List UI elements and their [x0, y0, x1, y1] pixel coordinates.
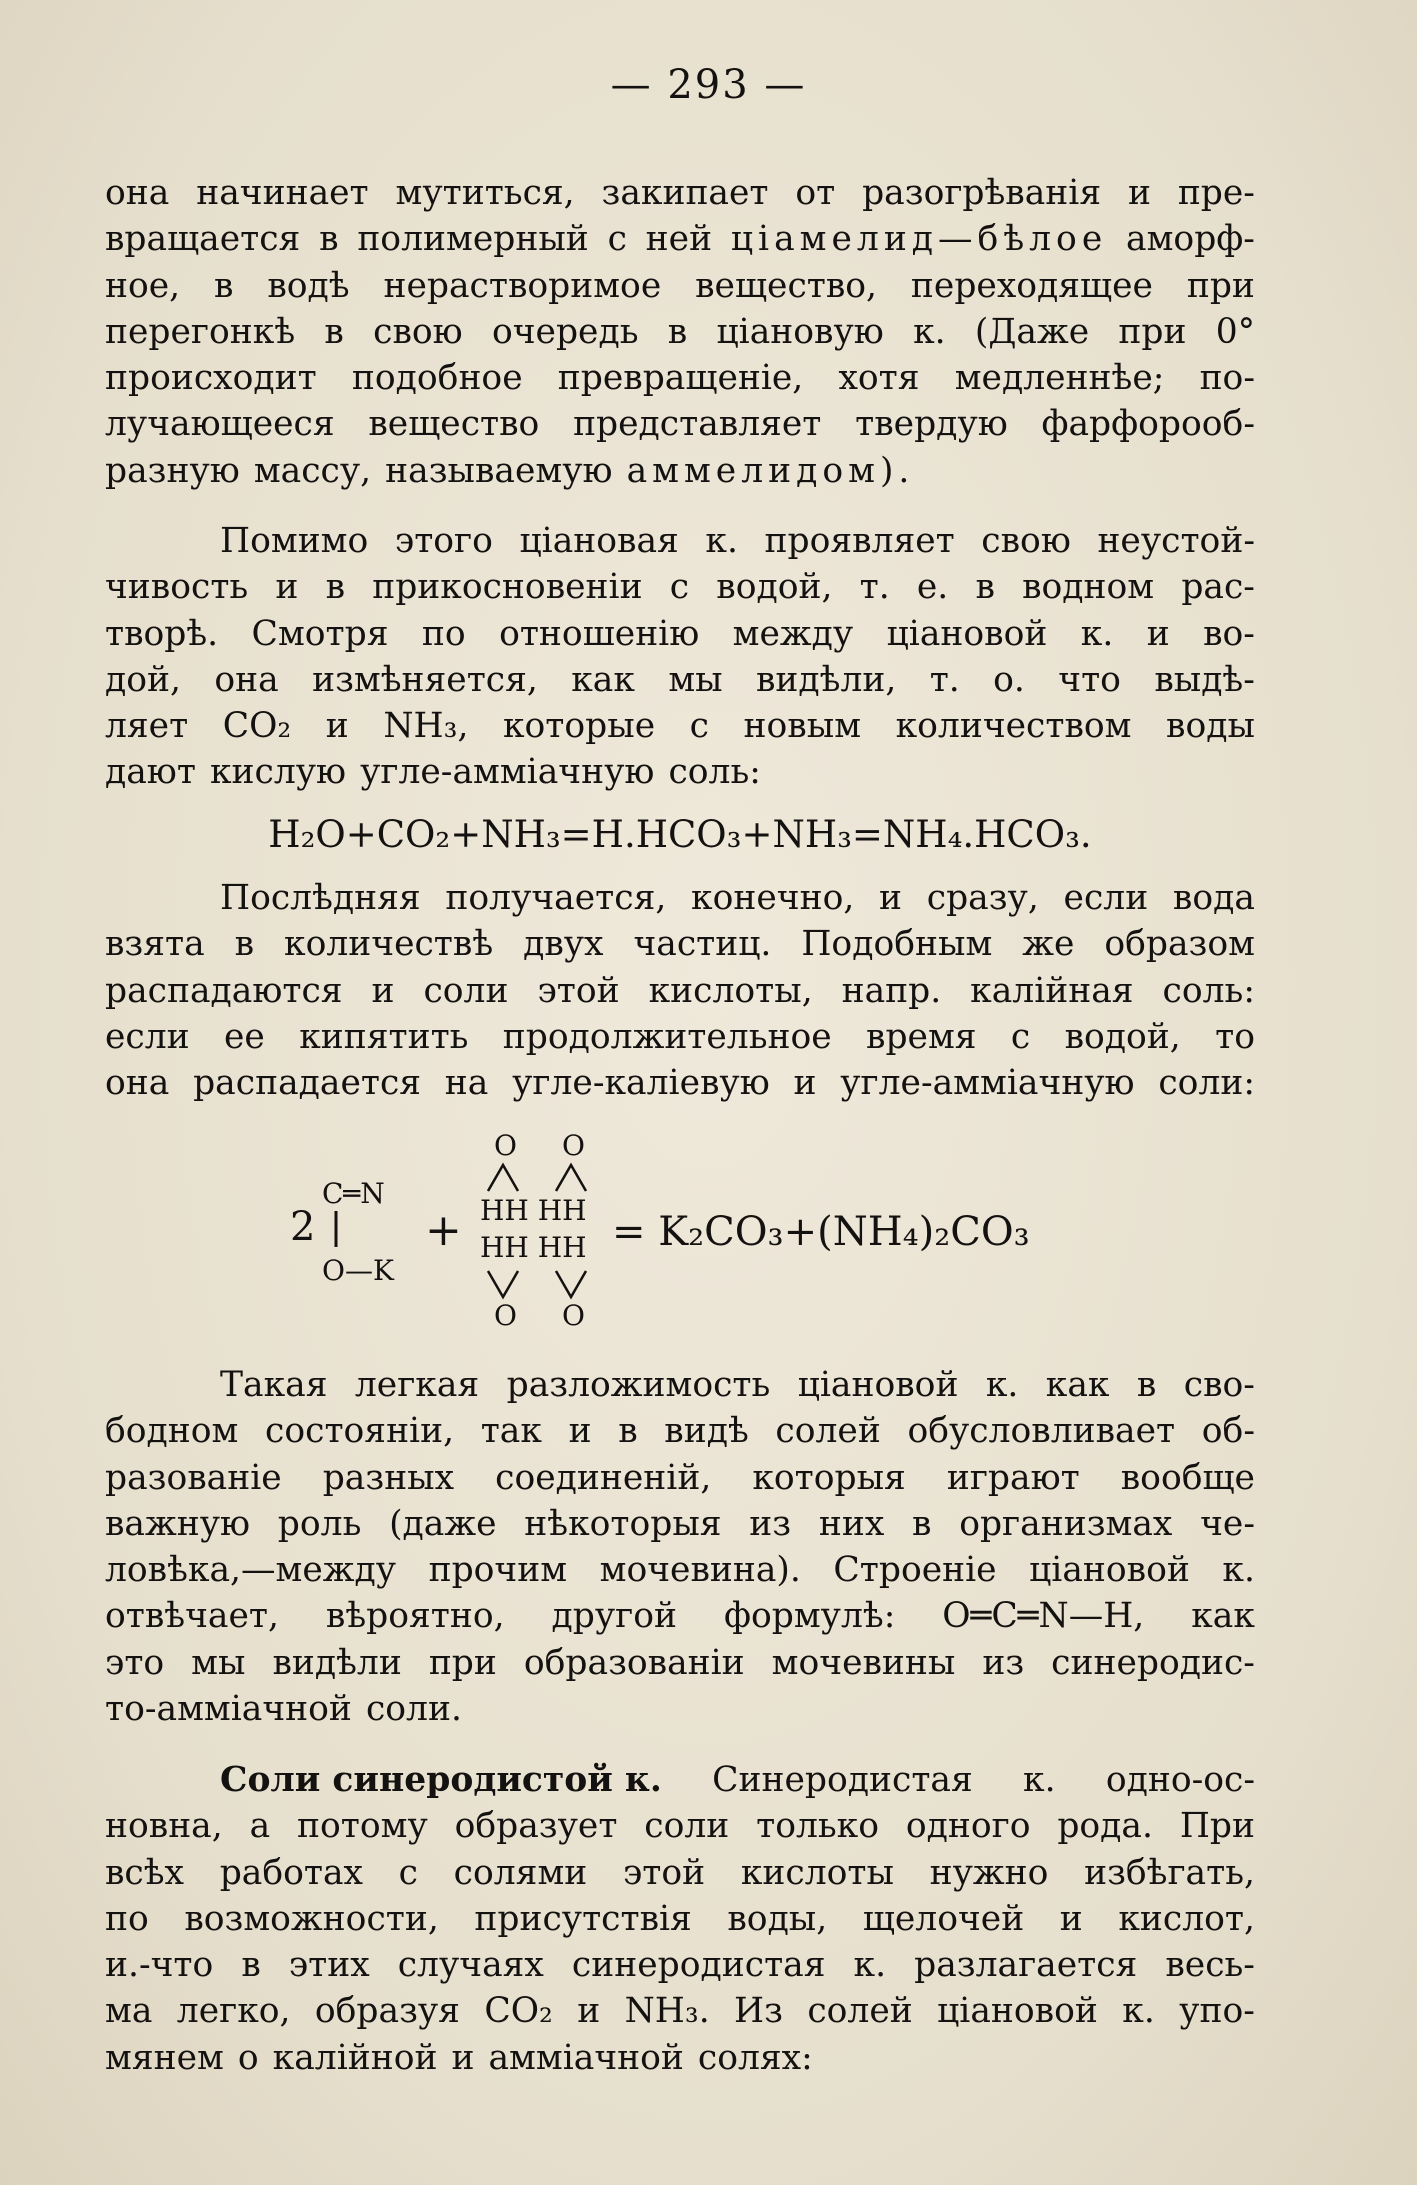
text-line: ляет CO₂ и NH₃, которые с новым количеством воды	[105, 706, 1255, 747]
text-line: лучающееся вещество представляет твердую фарфорооб-	[105, 404, 1255, 445]
text-line: Такая легкая разложимость ціановой к. как в сво-	[220, 1365, 1255, 1405]
text-line: новна, а потому образует соли только одного рода. При	[105, 1806, 1255, 1847]
paragraph-5	[105, 1757, 1255, 2081]
water-row-upper: HH HH	[480, 1194, 587, 1227]
oxygen-top-right: O	[562, 1129, 585, 1162]
reaction-plus: +	[425, 1205, 462, 1256]
text-line: дой, она измѣняется, как мы видѣли, т. о. что выдѣ-	[105, 659, 1255, 700]
text-line: Послѣдняя получается, конечно, и сразу, если вода	[220, 878, 1255, 918]
text-line: вращается в полимерный с ней ціамелид—бѣлое аморф-	[105, 219, 1255, 260]
oxygen-bottom-left: O	[494, 1299, 517, 1332]
text-line: отвѣчает, вѣроятно, другой формулѣ: O═C═N—H, как	[105, 1596, 1255, 1637]
text-line: распадаются и соли этой кислоты, напр. калійная соль:	[105, 970, 1255, 1011]
text-line: то-амміачной соли.	[105, 1689, 462, 1730]
oxygen-bottom-right: O	[562, 1299, 585, 1332]
text-line: Помимо этого ціановая к. проявляет свою неустой-	[220, 521, 1255, 561]
text-line: ма легко, образуя CO₂ и NH₃. Из солей ціановой к. упо-	[105, 1991, 1255, 2032]
text-line: всѣх работах с солями этой кислоты нужно избѣгать,	[105, 1852, 1255, 1893]
text-line: ное, в водѣ нерастворимое вещество, переходящее при	[105, 265, 1255, 306]
paragraph-2	[105, 518, 1255, 796]
paragraph-3	[105, 875, 1255, 1106]
text-line: творѣ. Смотря по отношенію между ціановой к. и во-	[105, 613, 1255, 654]
text-line: и.-что в этих случаях синеродистая к. разлагается весь-	[105, 1945, 1255, 1986]
text-line: перегонкѣ в свою очередь в ціановую к. (Даже при 0°	[105, 311, 1255, 352]
text-line: она распадается на угле-каліевую и угле-амміачную соли:	[105, 1063, 1255, 1104]
text-line: ловѣка,—между прочим мочевина). Строеніе ціановой к.	[105, 1550, 1255, 1591]
bond-bottom-right	[556, 1271, 586, 1297]
bond-bottom-left	[488, 1271, 518, 1297]
text-line: разную массу, называемую аммелидом).	[105, 450, 915, 491]
equation-line: H₂O+CO₂+NH₃=H.HCO₃+NH₃=NH₄.HCO₃.	[268, 813, 1092, 856]
text-line: Соли синеродистой к. Синеродистая к. одно-ос-	[105, 1757, 1255, 1803]
cyanate-bottom-group: O—K	[322, 1254, 394, 1287]
paragraph-4	[105, 1362, 1255, 1732]
section-heading: Соли синеродистой к.	[220, 1760, 662, 1800]
text-line: мянем о калійной и амміачной солях:	[105, 2037, 813, 2078]
text-line: это мы видѣли при образованіи мочевины из синеродис-	[105, 1642, 1255, 1683]
text-line: если ее кипятить продолжительное время с водой, то	[105, 1016, 1255, 1057]
text-line: чивость и в прикосновеніи с водой, т. е. в водном рас-	[105, 567, 1255, 608]
text-line: она начинает мутиться, закипает от разогрѣванія и пре-	[105, 173, 1255, 213]
text-line: бодном состояніи, так и в видѣ солей обусловливает об-	[105, 1411, 1255, 1452]
page-number: — 293 —	[610, 62, 807, 108]
text-line: по возможности, присутствія воды, щелочей и кислот,	[105, 1898, 1255, 1939]
text-line: важную роль (даже нѣкоторыя из них в организмах че-	[105, 1503, 1255, 1544]
text-line: происходит подобное превращеніе, хотя медленнѣе; по-	[105, 358, 1255, 399]
equation-carbonate	[105, 812, 1255, 858]
reaction-products: = K₂CO₃+(NH₄)₂CO₃	[612, 1209, 1030, 1255]
text-line: разованіе разных соединеній, которыя играют вообще	[105, 1457, 1255, 1498]
text-line: дают кислую угле-амміачную соль:	[105, 752, 761, 793]
bond-top-left	[488, 1165, 518, 1191]
text-line: взята в количествѣ двух частиц. Подобным же образом	[105, 924, 1255, 965]
structural-reaction	[260, 1125, 1160, 1330]
reaction-diagram	[260, 1125, 1160, 1330]
reaction-coefficient: 2	[290, 1204, 316, 1250]
paragraph-1	[105, 170, 1255, 494]
water-row-lower: HH HH	[480, 1231, 587, 1264]
bond-top-right	[556, 1165, 586, 1191]
oxygen-top-left: O	[494, 1129, 517, 1162]
cyanate-top-group: C═N	[322, 1177, 385, 1210]
